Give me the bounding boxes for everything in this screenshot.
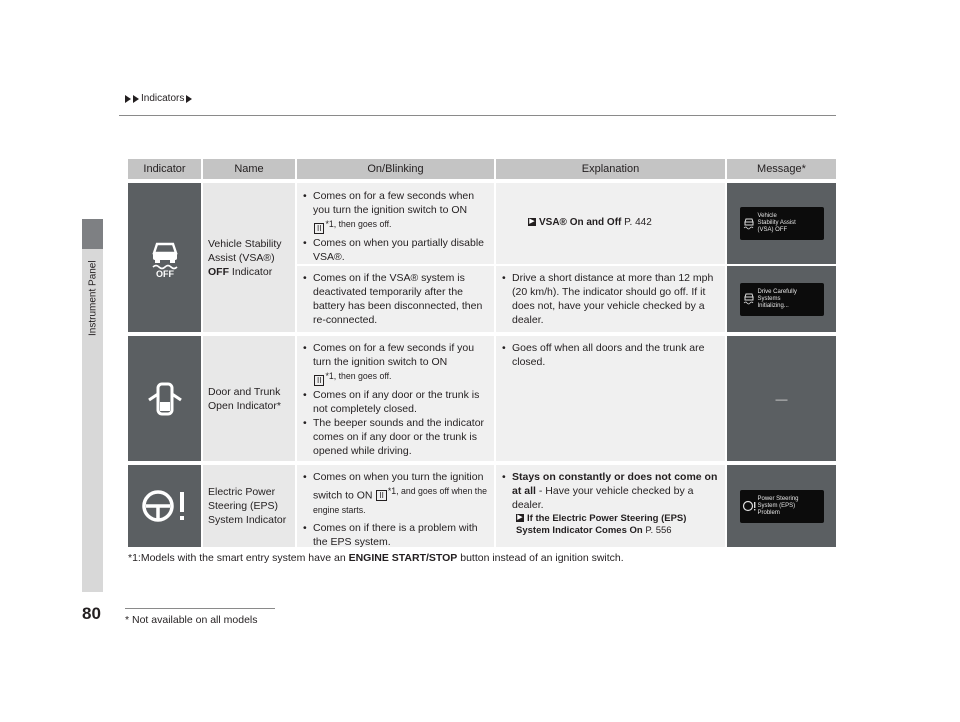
header-name: Name bbox=[203, 159, 295, 179]
message-display: Vehicle Stability Assist (VSA) OFF bbox=[740, 207, 824, 240]
page-number: 80 bbox=[82, 604, 101, 623]
sidebar-tab-dark bbox=[82, 219, 103, 249]
vsa-off-icon bbox=[148, 238, 182, 278]
breadcrumb-arrow-icon bbox=[186, 95, 192, 103]
sidebar-section-label: Instrument Panel bbox=[87, 260, 99, 336]
eps-name-cell bbox=[203, 465, 295, 547]
vsa-on-blinking-b bbox=[297, 266, 494, 332]
door-open-icon bbox=[145, 380, 185, 418]
vsa-name-bold: OFF bbox=[208, 265, 229, 278]
door-name-line: Door and Trunk bbox=[208, 385, 281, 398]
list-item: • Stays on constantly or does not come on at all - Have your vehicle checked by a dealer. bbox=[502, 470, 719, 512]
ignition-symbol: II bbox=[314, 223, 324, 234]
door-name-cell bbox=[203, 336, 295, 461]
vsa-explanation-a bbox=[496, 183, 725, 264]
no-message: — bbox=[775, 391, 788, 406]
eps-name-line: Steering (EPS) bbox=[208, 500, 279, 512]
header-explanation: Explanation bbox=[496, 159, 725, 179]
reference-arrow-icon: ▶ bbox=[529, 218, 535, 226]
vsa-message-b bbox=[727, 266, 836, 332]
eps-message bbox=[727, 465, 836, 547]
vsa-name-line: Vehicle Stability bbox=[208, 237, 282, 250]
door-explanation bbox=[496, 336, 725, 461]
list-item: • Comes on when you partially disable VSA®. bbox=[303, 236, 488, 264]
header-rule bbox=[119, 115, 836, 116]
footnote-rule bbox=[125, 608, 275, 609]
list-item: • Comes on if the VSA® system is deactivated temporarily after the battery has been disconnected, then re-connected. bbox=[303, 271, 488, 327]
breadcrumb-arrow-icon bbox=[133, 95, 139, 103]
header-on-blinking: On/Blinking bbox=[297, 159, 494, 179]
eps-mini-icon bbox=[742, 499, 756, 513]
header-message: Message* bbox=[727, 159, 836, 179]
list-item: • Comes on if any door or the trunk is not completely closed. bbox=[303, 388, 488, 416]
door-indicator-cell bbox=[128, 336, 201, 461]
vsa-indicator-cell bbox=[128, 183, 201, 332]
vsa-explanation-b bbox=[496, 266, 725, 332]
door-on-blinking bbox=[297, 336, 494, 461]
breadcrumb-label: Indicators bbox=[141, 93, 185, 104]
list-item: • Comes on if there is a problem with the EPS system. bbox=[303, 521, 488, 549]
breadcrumb-arrow-icon bbox=[125, 95, 131, 103]
list-item: • Goes off when all doors and the trunk are closed. bbox=[502, 341, 719, 369]
eps-on-blinking bbox=[297, 465, 494, 547]
eps-indicator-cell bbox=[128, 465, 201, 547]
steering-warning-icon bbox=[140, 486, 190, 526]
vsa-on-blinking-a bbox=[297, 183, 494, 264]
ref-page: P. 556 bbox=[645, 525, 672, 536]
footnote-models: *1:Models with the smart entry system have an ENGINE START/STOP button instead of an ignition switch. bbox=[128, 552, 624, 564]
svg-text:OFF: OFF bbox=[155, 268, 174, 278]
breadcrumb[interactable] bbox=[125, 93, 192, 104]
message-display: Drive Carefully Systems Initializing... bbox=[740, 283, 824, 316]
eps-explanation bbox=[496, 465, 725, 547]
message-display: Power Steering System (EPS) Problem bbox=[740, 490, 824, 523]
ref-title[interactable]: If the Electric Power Steering (EPS) System Indicator Comes On bbox=[516, 513, 687, 536]
list-item: • The beeper sounds and the indicator comes on if any door or the trunk is opened while driving. bbox=[303, 416, 488, 458]
list-item: • Comes on when you turn the ignition switch to ON II $^{*1, and goes off when the engine starts.}$ bbox=[303, 470, 488, 521]
eps-name-line: Electric Power bbox=[208, 486, 276, 498]
list-item: • Comes on for a few seconds when you turn the ignition switch to ON II $^{*1, then goes off.}$ bbox=[303, 189, 488, 236]
vsa-message-a bbox=[727, 183, 836, 264]
footnote-availability: * Not available on all models bbox=[125, 614, 258, 626]
vsa-name-cell bbox=[203, 183, 295, 332]
list-item: • Drive a short distance at more than 12 mph (20 km/h). The indicator should go off. If it does not, have your vehicle checked by a dealer. bbox=[502, 271, 719, 327]
header-indicator: Indicator bbox=[128, 159, 201, 179]
ignition-symbol: II bbox=[376, 490, 386, 501]
explanation-bold: Stays on constantly or does not come on at all bbox=[512, 471, 718, 497]
list-item: • Comes on for a few seconds if you turn the ignition switch to ON II $^{*1, then goes off.}$ bbox=[303, 341, 488, 388]
eps-name-line: System Indicator bbox=[208, 514, 287, 526]
ignition-symbol: II bbox=[314, 375, 324, 386]
vsa-name-line: Assist (VSA®) bbox=[208, 251, 275, 264]
vsa-name-suffix: Indicator bbox=[229, 265, 273, 278]
door-name-line: Open Indicator* bbox=[208, 399, 281, 412]
reference-arrow-icon: ▶ bbox=[517, 514, 523, 522]
ref-title[interactable]: VSA® On and Off bbox=[539, 217, 622, 228]
ref-page: P. 442 bbox=[624, 217, 652, 228]
door-message bbox=[727, 336, 836, 461]
vsa-mini-icon bbox=[743, 292, 755, 306]
vsa-mini-icon bbox=[743, 217, 755, 231]
